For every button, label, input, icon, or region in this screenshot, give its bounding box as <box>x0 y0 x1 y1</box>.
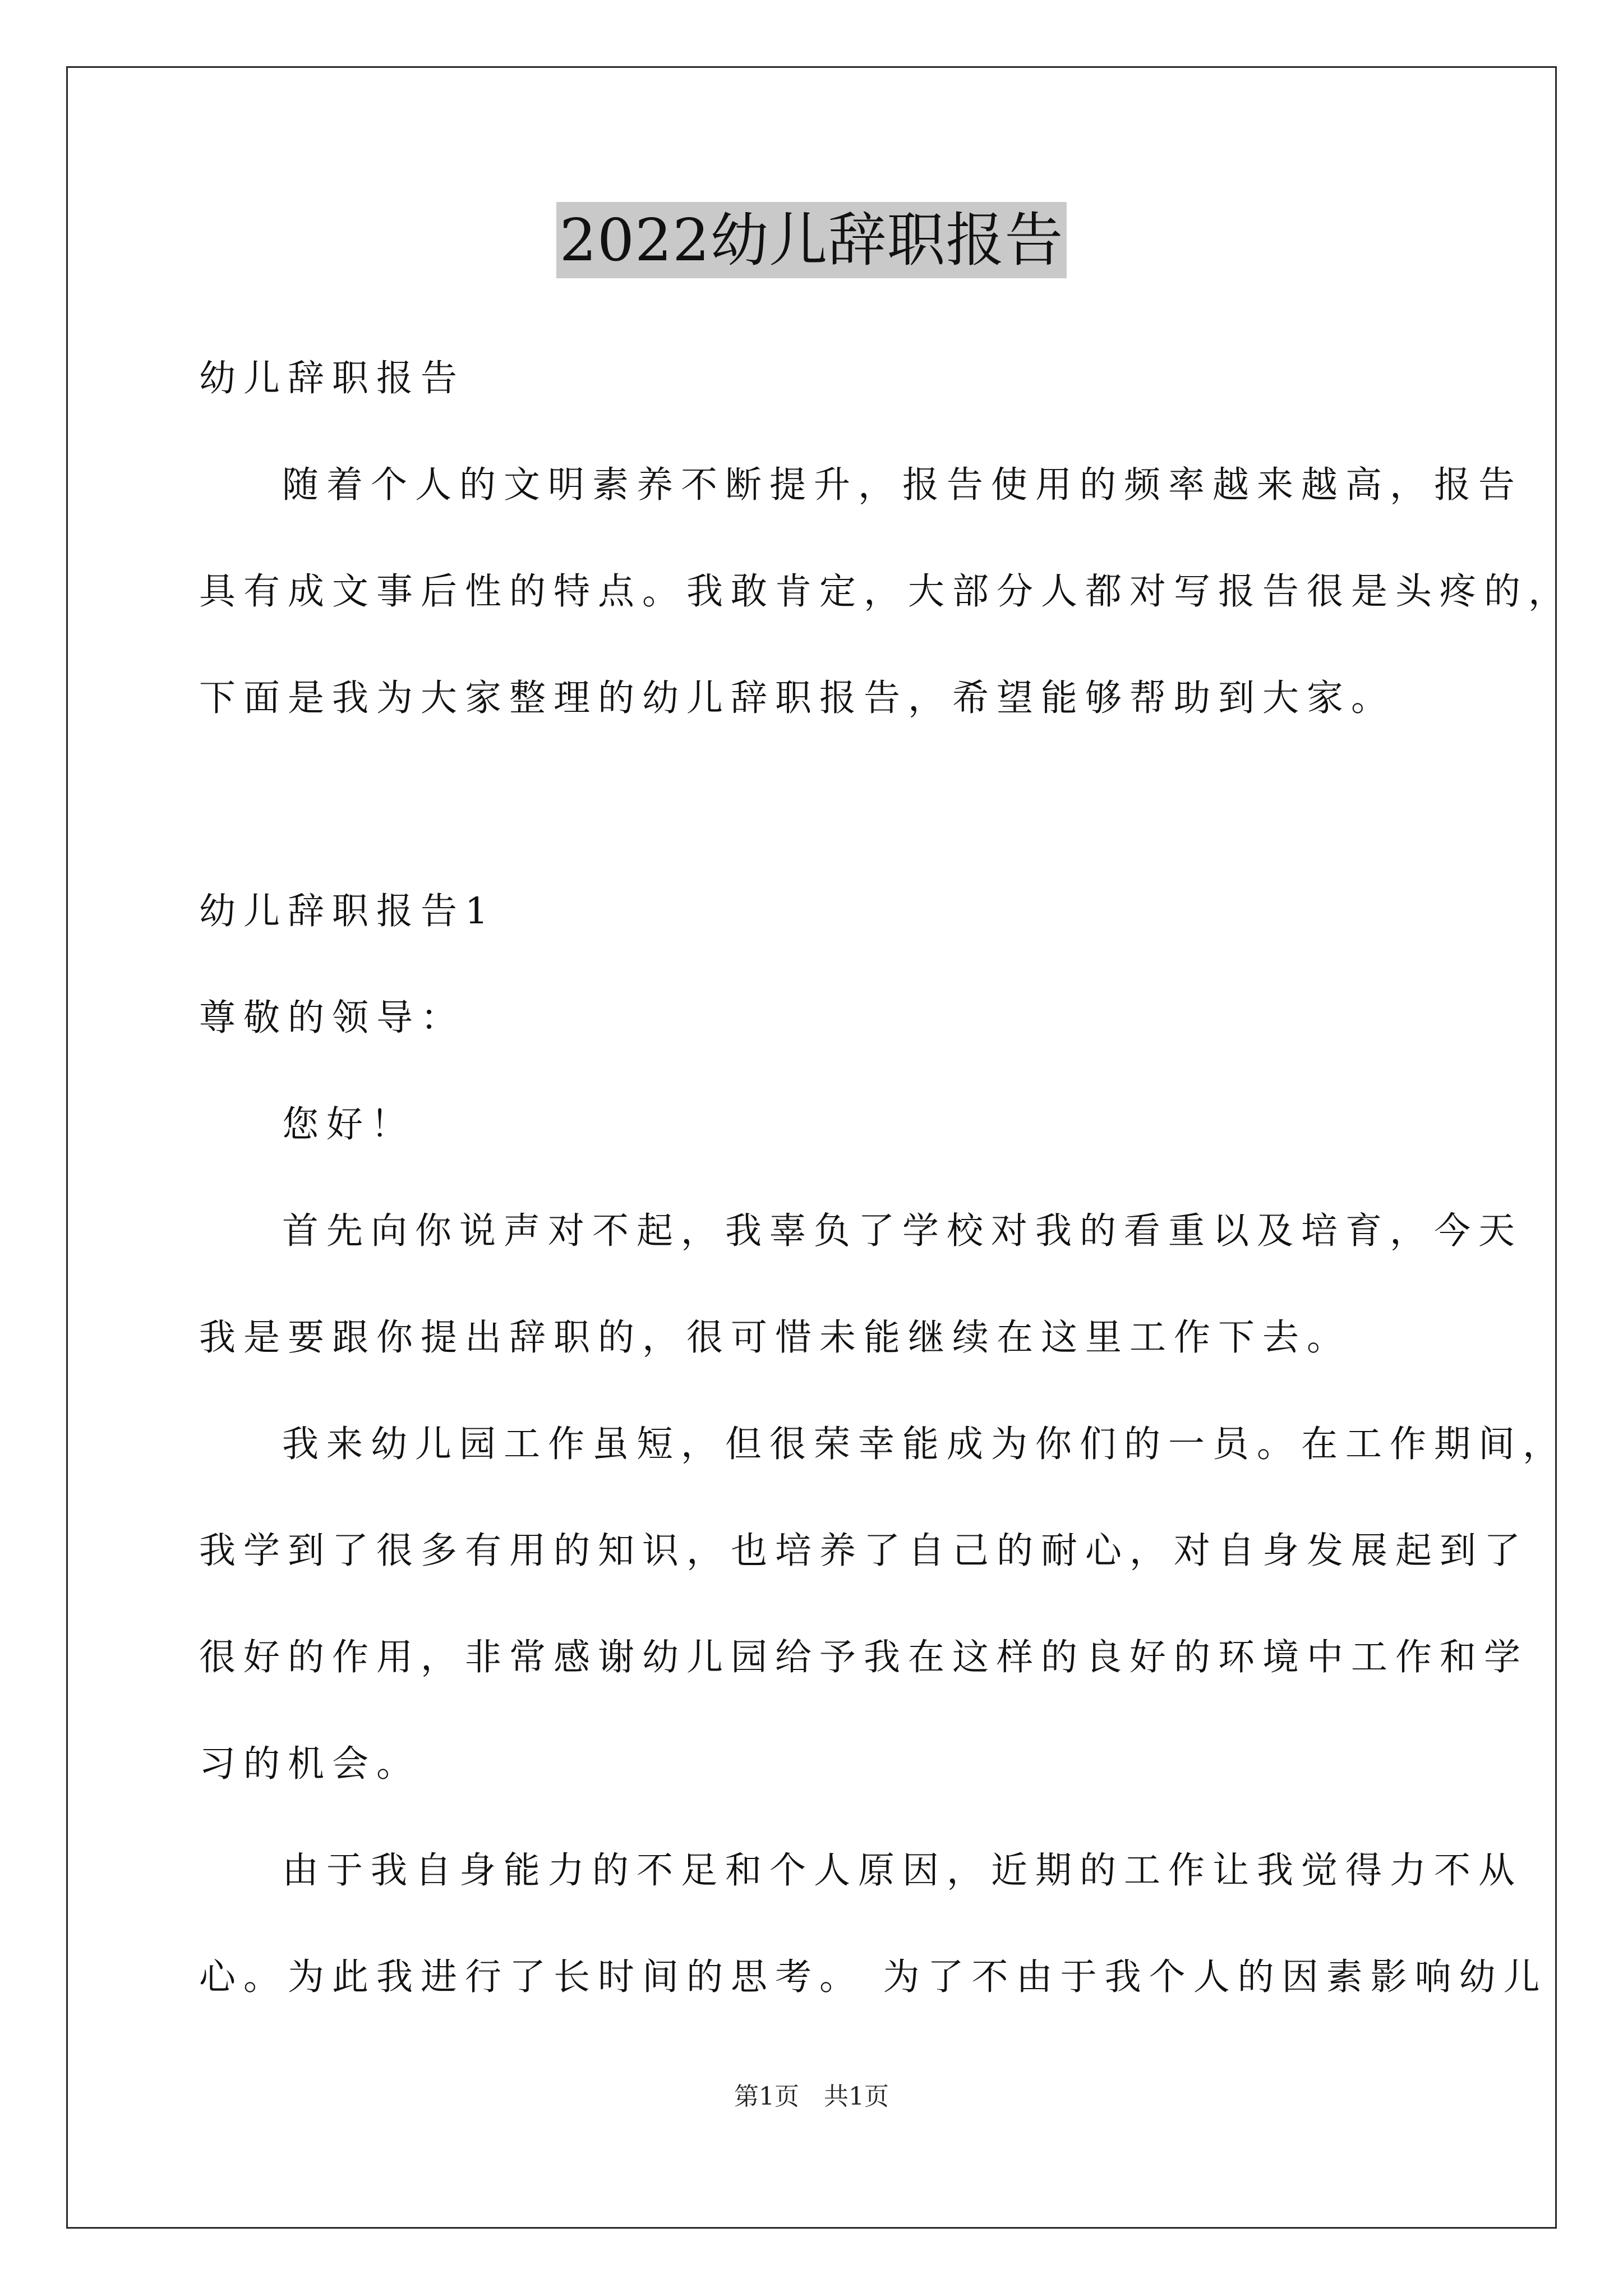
paragraph-line: 我来幼儿园工作虽短，但很荣幸能成为你们的一员。在工作期间， <box>282 1423 1567 1465</box>
section-heading: 幼儿辞职报告1 <box>199 890 496 932</box>
salutation: 尊敬的领导： <box>199 997 465 1039</box>
greeting: 您好！ <box>282 1103 416 1145</box>
paragraph-line: 习的机会。 <box>199 1743 421 1785</box>
title-container <box>0 202 1623 278</box>
paragraph-line: 我是要跟你提出辞职的，很可惜未能继续在这里工作下去。 <box>199 1317 1352 1359</box>
paragraph-line: 由于我自身能力的不足和个人原因，近期的工作让我觉得力不从 <box>282 1849 1523 1892</box>
document-title: 2022幼儿辞职报告 <box>556 202 1067 278</box>
paragraph-line: 随着个人的文明素养不断提升，报告使用的频率越来越高，报告 <box>282 464 1523 506</box>
subtitle: 幼儿辞职报告 <box>199 357 465 399</box>
paragraph-line: 我学到了很多有用的知识，也培养了自己的耐心，对自身发展起到了 <box>199 1530 1529 1572</box>
paragraph-line: 下面是我为大家整理的幼儿辞职报告，希望能够帮助到大家。 <box>199 677 1396 719</box>
paragraph-line: 心。为此我进行了长时间的思考。 为了不由于我个人的因素影响幼儿 <box>199 1956 1548 1998</box>
paragraph-line: 首先向你说声对不起，我辜负了学校对我的看重以及培育，今天 <box>282 1210 1523 1252</box>
paragraph-line: 具有成文事后性的特点。我敢肯定，大部分人都对写报告很是头疼的， <box>199 570 1573 613</box>
paragraph-line: 很好的作用，非常感谢幼儿园给予我在这样的良好的环境中工作和学 <box>199 1636 1529 1678</box>
page-footer: 第1页 共1页 <box>734 2082 889 2111</box>
